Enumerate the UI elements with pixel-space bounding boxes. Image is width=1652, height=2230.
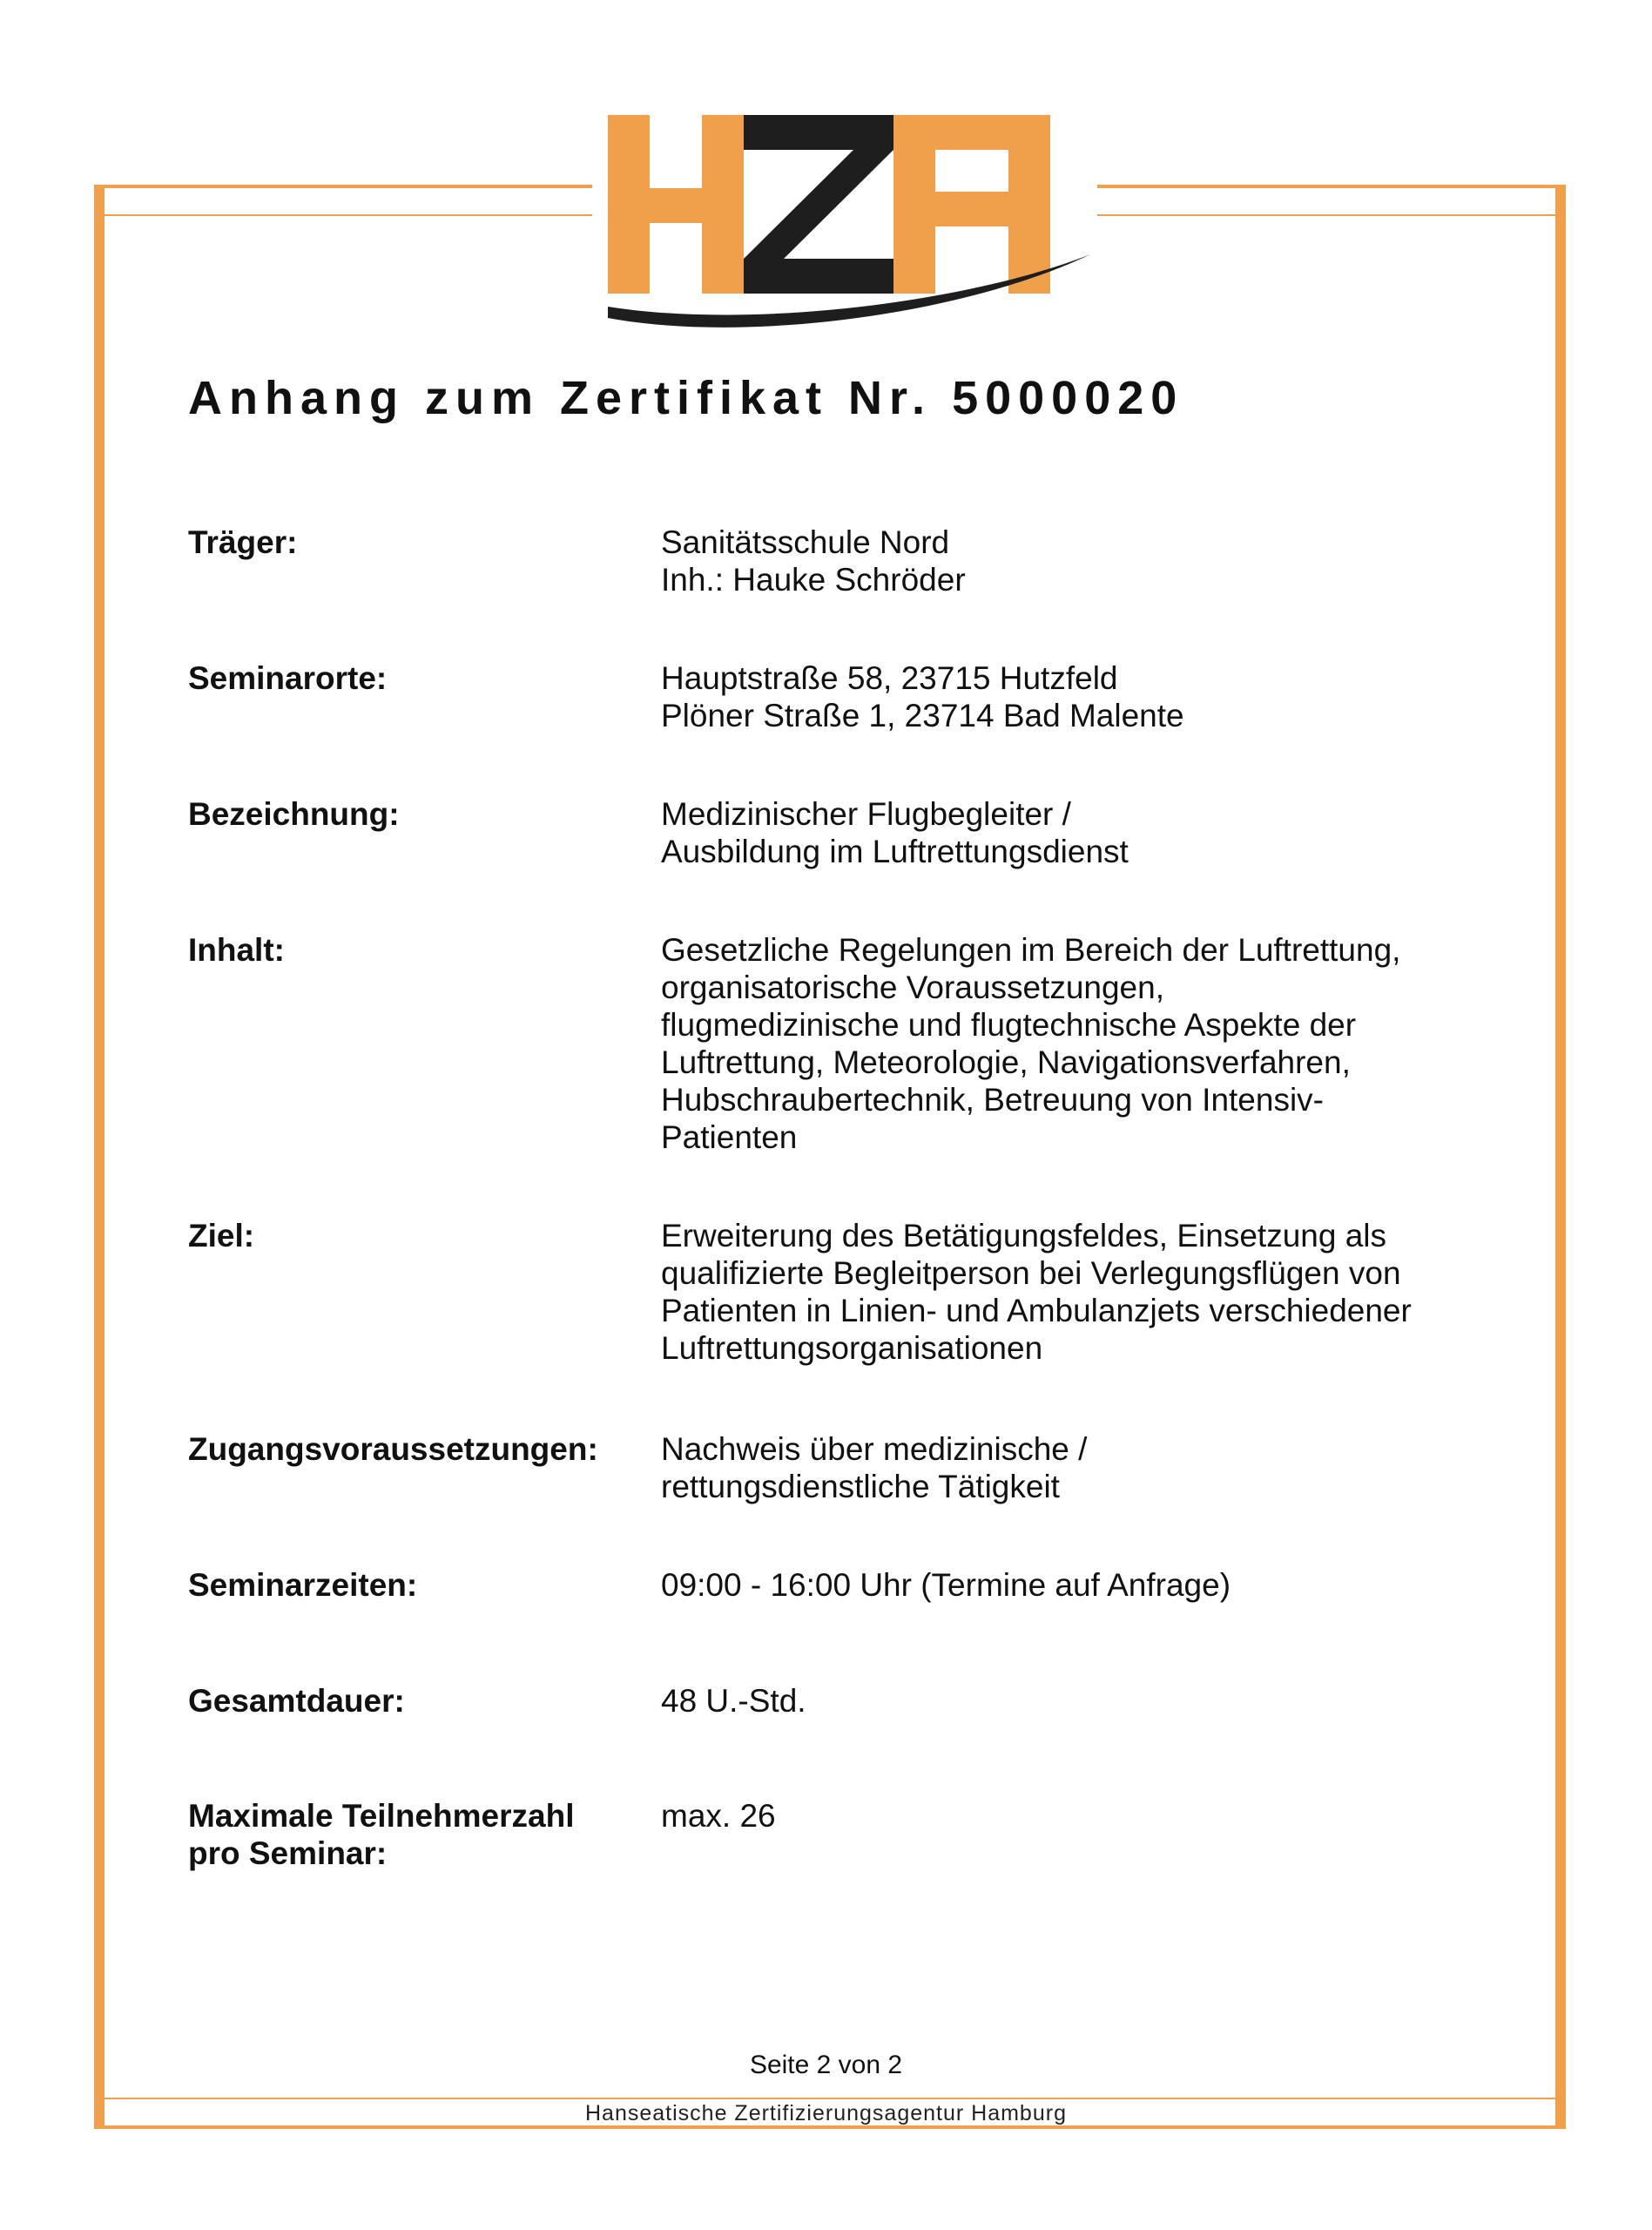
row-label: Träger:	[188, 524, 298, 560]
row-value: Sanitätsschule Nord Inh.: Hauke Schröder	[661, 524, 966, 598]
document-title: Anhang zum Zertifikat Nr. 5000020	[188, 372, 1184, 424]
row-label: Maximale Teilnehmerzahl pro Seminar:	[188, 1798, 575, 1871]
row-value: Gesetzliche Regelungen im Bereich der Luftrettung, organisatorische Voraussetzungen, flugmedizinische und flugtechnische Aspekte der Luftrettung, Meteorologie, Navigationsverfahren, Hubschraubertechnik, Betreuung von Intensiv- Patienten	[661, 932, 1401, 1155]
frame-inner-line-bottom	[105, 2098, 1555, 2099]
row-value: max. 26	[661, 1798, 776, 1834]
row-label: Seminarzeiten:	[188, 1567, 418, 1603]
row-value: 09:00 - 16:00 Uhr (Termine auf Anfrage)	[661, 1567, 1231, 1603]
footer-agency-name: Hanseatische Zertifizierungsagentur Hamburg	[585, 2101, 1067, 2125]
row-label: Ziel:	[188, 1218, 255, 1254]
row-label: Bezeichnung:	[188, 796, 400, 832]
row-label: Inhalt:	[188, 932, 285, 968]
row-value: 48 U.-Std.	[661, 1683, 806, 1719]
row-value: Nachweis über medizinische / rettungsdienstliche Tätigkeit	[661, 1431, 1088, 1504]
row-value: Medizinischer Flugbegleiter / Ausbildung im Luftrettungsdienst	[661, 796, 1129, 869]
page-number: Seite 2 von 2	[749, 2051, 903, 2079]
frame-border-left	[94, 185, 105, 2129]
frame-border-right	[1555, 185, 1566, 2129]
row-label: Gesamtdauer:	[188, 1683, 405, 1719]
row-label: Zugangsvoraussetzungen:	[188, 1431, 598, 1467]
row-value: Erweiterung des Betätigungsfeldes, Einsetzung als qualifizierte Begleitperson bei Verlegungsflügen von Patienten in Linien- und Ambulanzjets verschiedener Luftrettungsorganisationen	[661, 1218, 1412, 1366]
hza-logo	[592, 105, 1097, 357]
row-value: Hauptstraße 58, 23715 Hutzfeld Plöner Straße 1, 23714 Bad Malente	[661, 660, 1184, 733]
row-label: Seminarorte:	[188, 660, 388, 696]
